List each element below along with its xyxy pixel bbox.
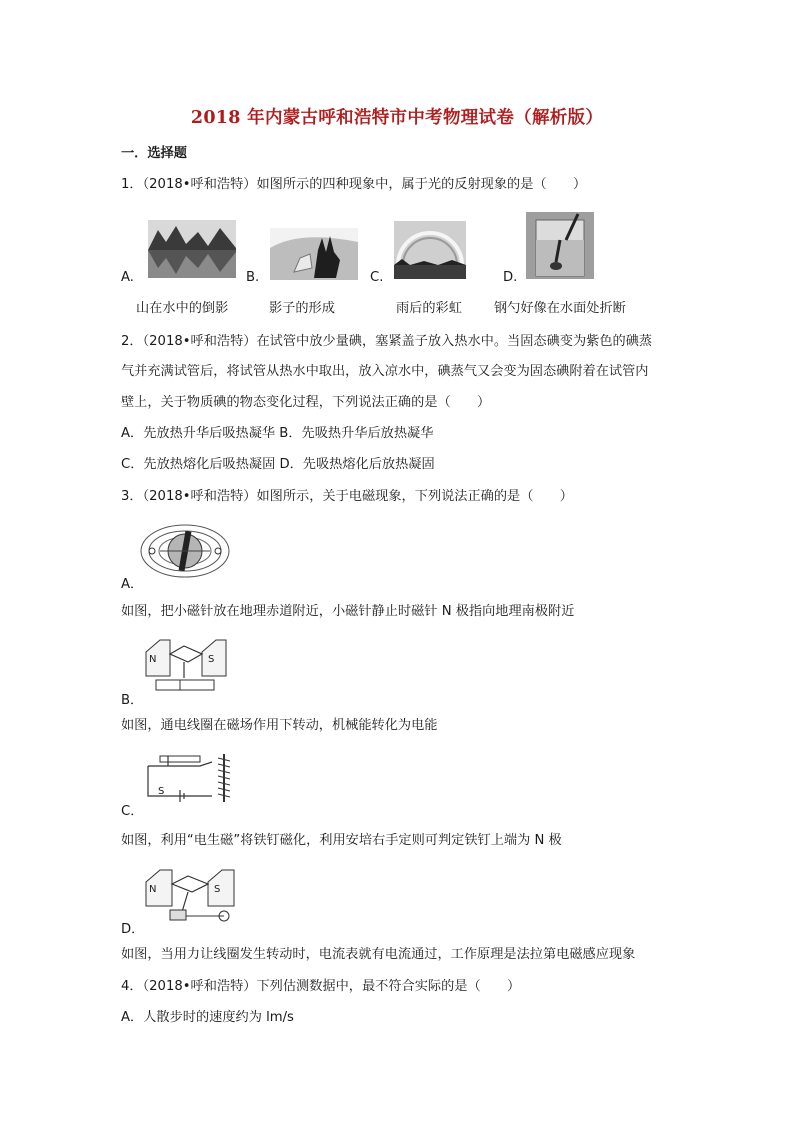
- section-heading: 一．选择题: [121, 146, 187, 161]
- q3-option-a-letter: A．: [121, 577, 144, 592]
- q1-option-b-caption: 影子的形成: [269, 301, 335, 316]
- q3-fig-d-label-s: S: [214, 884, 221, 895]
- q3-option-a-text: 如图，把小磁针放在地理赤道附近，小磁针静止时磁针 N 极指向地理南极附近: [121, 604, 575, 619]
- q2-options-cd: C．先放热熔化后吸热凝固 D．先吸热熔化后放热凝固: [121, 457, 435, 472]
- q1-photo-shadow: [270, 228, 358, 280]
- q1-option-b-letter: B.: [246, 270, 260, 285]
- q1-option-c-letter: C.: [370, 270, 384, 285]
- q3-option-b-text: 如图，通电线圈在磁场作用下转动，机械能转化为电能: [121, 718, 438, 733]
- q3-option-d-text: 如图，当用力让线圈发生转动时，电流表就有电流通过，工作原理是法拉第电磁感应现象: [121, 947, 636, 962]
- page-title: 2018 年内蒙古呼和浩特市中考物理试卷（解析版）: [190, 108, 604, 128]
- q1-option-d-letter: D.: [503, 270, 518, 285]
- q3-option-b-letter: B．: [121, 693, 144, 708]
- q3-fig-b-label-n: N: [149, 654, 157, 665]
- q1-option-c-caption: 雨后的彩虹: [396, 301, 462, 316]
- question-2-line-3: 壁上，关于物质碘的物态变化过程，下列说法正确的是（ ）: [121, 395, 491, 410]
- q3-fig-d-label-n: N: [149, 884, 157, 895]
- q1-option-d-caption: 钢勺好像在水面处折断: [494, 301, 626, 316]
- q1-photo-mountain-reflection: [148, 220, 236, 278]
- q3-option-c-text: 如图，利用“电生磁”将铁钉磁化，利用安培右手定则可判定铁钉上端为 N 极: [121, 833, 562, 848]
- q3-figure-c-electromagnet: [140, 748, 238, 806]
- q3-fig-c-label-s: S: [158, 786, 165, 797]
- q3-option-d-letter: D．: [121, 922, 145, 937]
- question-2-line-2: 气并充满试管后，将试管从热水中取出，放入凉水中，碘蒸气又会变为固态碘附着在试管内: [121, 364, 649, 379]
- q1-photo-rainbow: [394, 221, 466, 279]
- q3-figure-b-motor: [140, 632, 230, 696]
- q3-figure-a-earth-magnet: [140, 516, 230, 586]
- question-2-line-1: 2．（2018•呼和浩特）在试管中放少量碘，塞紧盖子放入热水中。当固态碘变为紫色的碘蒸: [121, 334, 653, 349]
- question-1-stem: 1．（2018•呼和浩特）如图所示的四种现象中，属于光的反射现象的是（ ）: [121, 177, 587, 192]
- q3-fig-b-label-s: S: [208, 654, 215, 665]
- question-3-stem: 3．（2018•呼和浩特）如图所示，关于电磁现象，下列说法正确的是（ ）: [121, 489, 573, 504]
- q3-option-c-letter: C．: [121, 804, 144, 819]
- q1-option-a-letter: A.: [121, 270, 134, 285]
- q2-options-ab: A．先放热升华后吸热凝华 B．先吸热升华后放热凝华: [121, 426, 434, 441]
- q1-photo-spoon-in-water: [526, 212, 594, 279]
- q4-option-a: A．人散步时的速度约为 lm/s: [121, 1010, 294, 1025]
- q1-option-a-caption: 山在水中的倒影: [136, 301, 229, 316]
- q3-figure-d-generator: [140, 862, 240, 924]
- question-4-stem: 4．（2018•呼和浩特）下列估测数据中，最不符合实际的是（ ）: [121, 979, 521, 994]
